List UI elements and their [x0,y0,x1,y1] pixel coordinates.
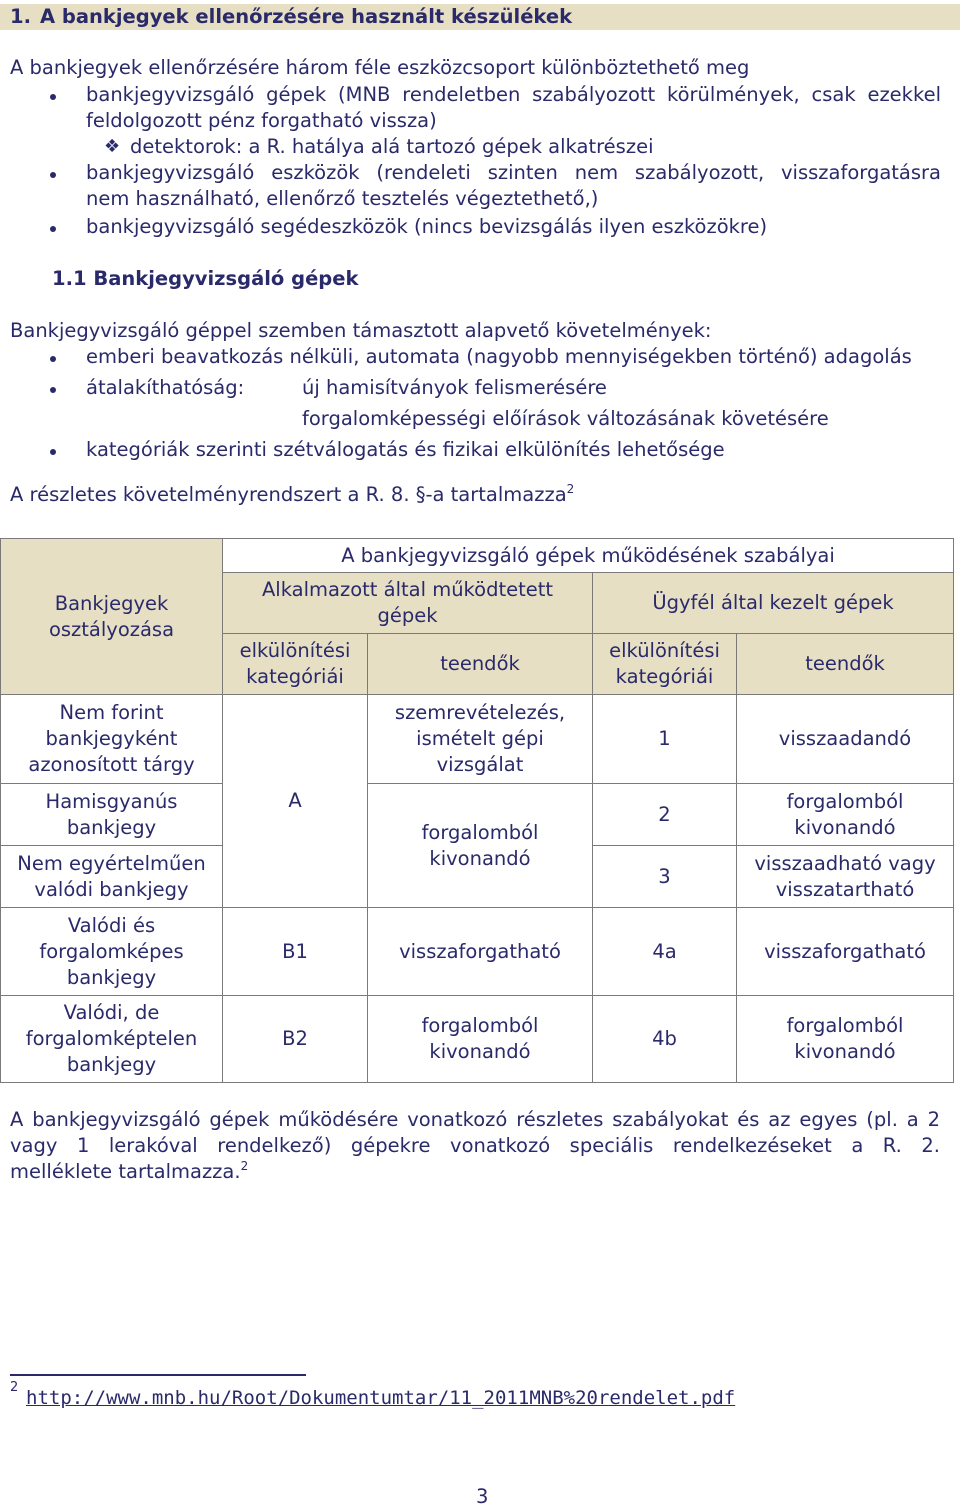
bullet-dot [50,94,56,100]
cell-task: visszaadható vagy visszatartható [737,846,954,908]
table-row [1,996,954,1083]
detail-reference [10,482,574,508]
row-label: Nem forint bankjegyként azonosított tárgy [1,695,223,784]
bullet-dot [50,356,56,362]
row-label: Nem egyértelműen valódi bankjegy [1,846,223,908]
class-header: Bankjegyek osztályozása [1,539,223,695]
requirements-intro: Bankjegyvizsgáló géppel szemben támasztott alapvető követelmények: [10,319,712,342]
list-item: bankjegyvizsgáló eszközök (rendeleti szinten nem szabályozott, visszaforgatásra [86,161,941,184]
cell-task: visszaforgatható [368,908,593,996]
bullet-dot [50,449,56,455]
table-title: A bankjegyvizsgáló gépek működésének szabályai [223,539,954,573]
sub-header-category: elkülönítési kategóriái [593,634,737,695]
page-number: 3 [476,1485,489,1508]
bullet-dot [50,226,56,232]
cell-task: forgalomból kivonandó [737,996,954,1083]
list-item-cont: feldolgozott pénz forgatható vissza) [86,109,437,132]
section-title: A bankjegyek ellenőrzésére használt készülékek [40,5,573,28]
rules-table [0,538,954,1083]
sub-header-category: elkülönítési kategóriái [223,634,368,695]
cell-task: forgalomból kivonandó [368,996,593,1083]
row-label: Valódi és forgalomképes bankjegy [1,908,223,996]
detail-reference-text: A részletes követelményrendszert a R. 8. §-a tartalmazza [10,483,567,506]
subsection-heading: 1.1 Bankjegyvizsgáló gépek [52,267,359,290]
diamond-bullet-icon: ❖ [104,136,121,157]
list-item: bankjegyvizsgáló gépek (MNB rendeletben szabályozott körülmények, csak ezekkel [86,83,941,106]
footnote-link[interactable]: http://www.mnb.hu/Root/Dokumentumtar/11_2011MNB%20rendelet.pdf [26,1387,736,1409]
requirement-item: kategóriák szerinti szétválogatás és fizikai elkülönítés lehetősége [86,438,725,461]
intro-text: A bankjegyek ellenőrzésére három féle eszközcsoport különböztethető meg [10,56,750,79]
footnote-ref: 2 [566,482,575,496]
cell-category: 1 [593,695,737,784]
cell-task: visszaadandó [737,695,954,784]
footnote-ref: 2 [240,1159,249,1173]
group-header-staff: Alkalmazott által működtetett gépek [223,573,593,634]
requirement-label: átalakíthatóság: [86,376,245,399]
group-header-customer: Ügyfél által kezelt gépek [593,573,954,634]
footnote-number: 2 [10,1380,19,1395]
cell-category: 2 [593,784,737,846]
sub-list-item: detektorok: a R. hatálya alá tartozó gépek alkatrészei [130,135,654,158]
cell-task: forgalomból kivonandó [737,784,954,846]
table-row [1,695,954,784]
cell-category: B1 [223,908,368,996]
requirement-subitem: forgalomképességi előírások változásának követésére [302,407,829,430]
cell-category: 3 [593,846,737,908]
requirement-item: emberi beavatkozás nélküli, automata (nagyobb mennyiségekben történő) adagolás [86,345,912,368]
table-row [1,784,954,846]
cell-category: 4a [593,908,737,996]
row-label: Valódi, de forgalomképtelen bankjegy [1,996,223,1083]
section-number: 1. [10,5,31,28]
cell-task: visszaforgatható [737,908,954,996]
row-label: Hamisgyanús bankjegy [1,784,223,846]
cell-category: A [223,695,368,908]
closing-line-last [10,1159,248,1185]
cell-task: szemrevételezés, ismételt gépi vizsgálat [368,695,593,784]
bullet-dot [50,172,56,178]
table-row [1,908,954,996]
footnote-separator [10,1374,306,1376]
closing-line: A bankjegyvizsgáló gépek működésére vonatkozó részletes szabályokat és az egyes (pl. a 2 [10,1108,940,1131]
bullet-dot [50,387,56,393]
cell-category: 4b [593,996,737,1083]
list-item: bankjegyvizsgáló segédeszközök (nincs bevizsgálás ilyen eszközökre) [86,215,768,238]
requirement-subitem: új hamisítványok felismerésére [302,376,607,399]
closing-line: vagy 1 lerakóval rendelkező) gépekre vonatkozó speciális rendelkezéseket a R. 2. [10,1134,940,1157]
cell-category: B2 [223,996,368,1083]
list-item-cont: nem használható, ellenőrző tesztelés végeztethető,) [86,187,599,210]
cell-task: forgalomból kivonandó [368,784,593,908]
sub-header-task: teendők [737,634,954,695]
closing-line: melléklete tartalmazza. [10,1160,241,1183]
section-heading [0,4,960,30]
sub-header-task: teendők [368,634,593,695]
